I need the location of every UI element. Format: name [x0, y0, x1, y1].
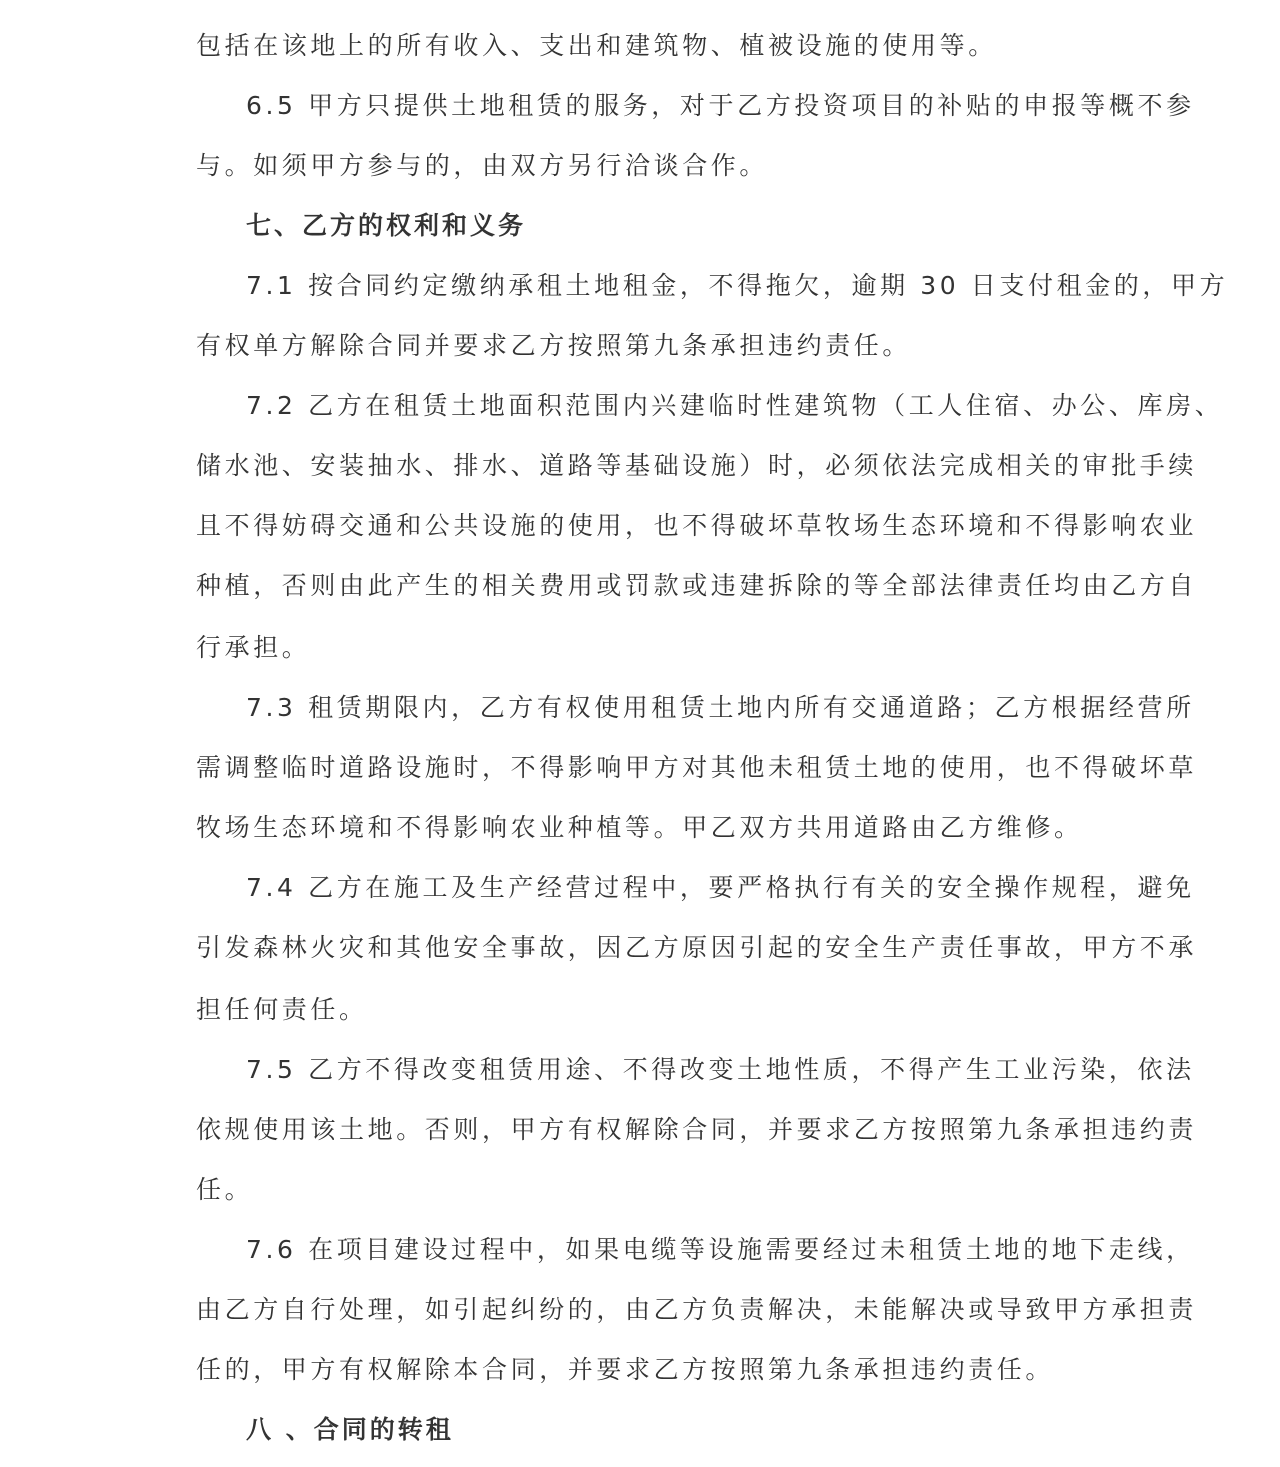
paragraph-line: 依规使用该土地。否则，甲方有权解除合同，并要求乙方按照第九条承担违约责: [196, 1115, 1198, 1144]
paragraph-line: 与。如须甲方参与的，由双方另行洽谈合作。: [196, 151, 769, 180]
paragraph-line: 行承担。: [196, 633, 311, 662]
clause-7-5-line: 7.5 乙方不得改变租赁用途、不得改变土地性质，不得产生工业污染，依法: [246, 1055, 1195, 1084]
paragraph-line: 种植，否则由此产生的相关费用或罚款或违建拆除的等全部法律责任均由乙方自: [196, 571, 1198, 600]
clause-6-5-line: 6.5 甲方只提供土地租赁的服务，对于乙方投资项目的补贴的申报等概不参: [246, 91, 1195, 120]
paragraph-line: 有权单方解除合同并要求乙方按照第九条承担违约责任。: [196, 331, 912, 360]
section-heading-8: 八 、合同的转租: [246, 1415, 454, 1444]
clause-7-3-line: 7.3 租赁期限内，乙方有权使用租赁土地内所有交通道路；乙方根据经营所: [246, 693, 1195, 722]
clause-7-4-line: 7.4 乙方在施工及生产经营过程中，要严格执行有关的安全操作规程，避免: [246, 873, 1195, 902]
section-heading-7: 七、乙方的权利和义务: [246, 211, 527, 240]
paragraph-line: 任。: [196, 1175, 254, 1204]
paragraph-line: 牧场生态环境和不得影响农业种植等。甲乙双方共用道路由乙方维修。: [196, 813, 1083, 842]
paragraph-line: 包括在该地上的所有收入、支出和建筑物、植被设施的使用等。: [196, 31, 997, 60]
paragraph-line: 需调整临时道路设施时，不得影响甲方对其他未租赁土地的使用，也不得破坏草: [196, 753, 1198, 782]
paragraph-line: 担任何责任。: [196, 995, 368, 1024]
paragraph-line: 由乙方自行处理，如引起纠纷的，由乙方负责解决，未能解决或导致甲方承担责: [196, 1295, 1198, 1324]
paragraph-line: 任的，甲方有权解除本合同，并要求乙方按照第九条承担违约责任。: [196, 1355, 1055, 1384]
paragraph-line: 引发森林火灾和其他安全事故，因乙方原因引起的安全生产责任事故，甲方不承: [196, 933, 1198, 962]
clause-7-6-line: 7.6 在项目建设过程中，如果电缆等设施需要经过未租赁土地的地下走线，: [246, 1235, 1195, 1264]
clause-7-2-line: 7.2 乙方在租赁土地面积范围内兴建临时性建筑物（工人住宿、办公、库房、: [246, 391, 1224, 420]
clause-7-1-line: 7.1 按合同约定缴纳承租土地租金，不得拖欠，逾期 30 日支付租金的，甲方: [246, 271, 1229, 300]
paragraph-line: 且不得妨碍交通和公共设施的使用，也不得破坏草牧场生态环境和不得影响农业: [196, 511, 1198, 540]
paragraph-line: 储水池、安装抽水、排水、道路等基础设施）时，必须依法完成相关的审批手续: [196, 451, 1198, 480]
